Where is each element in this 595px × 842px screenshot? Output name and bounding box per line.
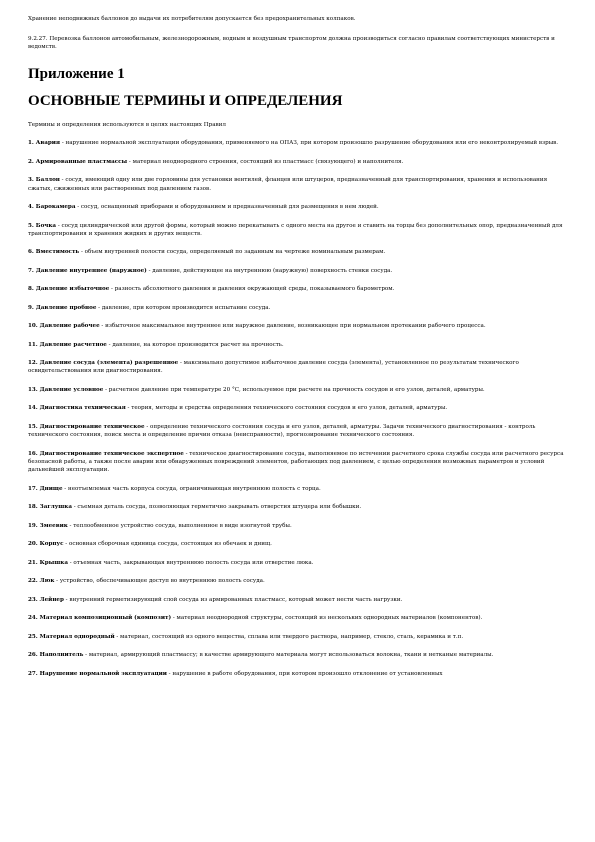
lead-paragraph: Термины и определения используются в целях настоящих Правил [28, 121, 226, 128]
term-name: 23. Лейнер [28, 596, 64, 603]
term-name: 11. Давление расчетное [28, 341, 107, 348]
term-text: - нарушение нормальной эксплуатации оборудования, применяемого на ОПАЗ, при котором произошло разрушение оборудования или его неконтролируемый взрыв. [60, 140, 559, 147]
term-name: 17. Днище [28, 485, 63, 492]
term-definition [28, 633, 568, 641]
term-definition [28, 404, 568, 412]
term-name: 10. Давление рабочее [28, 323, 100, 330]
term-text: - отъемная часть, закрывающая внутреннюю полость сосуда или отверстие люка. [67, 559, 314, 566]
term-definition [28, 222, 568, 238]
term-text: - сосуд цилиндрической или другой формы, который можно перекатывать с одного места на другое и ставить на торцы без дополнительных опор, предназначенный для транспортирования и хранения жидких и других веществ. [28, 222, 563, 237]
term-name: 4. Барокамера [28, 204, 76, 211]
term-name: 24. Материал композиционный (композит) [28, 615, 172, 622]
term-text: - давление, при котором производится испытание сосуда. [96, 304, 271, 311]
term-text: - основная сборочная единица сосуда, состоящая из обечаек и днищ. [63, 541, 272, 548]
term-name: 19. Змеевик [28, 522, 68, 529]
term-name: 3. Баллон [28, 177, 60, 184]
term-name: 27. Нарушение нормальной эксплуатации [28, 670, 167, 677]
term-definition [28, 158, 568, 166]
terms-list [28, 139, 568, 677]
term-name: 25. Материал однородный [28, 633, 115, 640]
term-name: 16. Диагностирование техническое экспертное [28, 450, 184, 457]
term-text: - объем внутренней полости сосуда, определяемый по заданным на чертеже номинальным размерам. [79, 249, 386, 256]
term-text: - максимально допустимое избыточное давление сосуда (элемента), установленное по результатам технического освидетельствования или диагностирования. [28, 360, 519, 375]
term-definition [28, 322, 568, 330]
term-definition [28, 248, 568, 256]
term-text: - давление, на которое производится расчет на прочность. [106, 341, 284, 348]
term-text: - сосуд, оснащенный приборами и оборудованием и предназначенный для размещения в нем людей. [75, 204, 379, 211]
term-definition [28, 670, 568, 678]
term-definition [28, 423, 568, 439]
term-text: - материал неоднородной структуры, состоящий из нескольких однородных материалов (компонентов). [171, 615, 483, 622]
term-definition [28, 267, 568, 275]
term-definition [28, 450, 568, 475]
term-definition [28, 176, 568, 192]
term-definition [28, 341, 568, 349]
term-definition [28, 596, 568, 604]
term-text: - разность абсолютного давления и давления окружающей среды, показываемого барометром. [109, 286, 395, 293]
term-name: 9. Давление пробное [28, 304, 97, 311]
term-text: - внутренний герметизирующий слой сосуда из армированных пластмасс, который может нести часть нагрузки. [63, 596, 403, 603]
term-text: - избыточное максимальное внутреннее или наружное давление, возникающее при нормальном протекании рабочего процесса. [99, 323, 486, 330]
term-text: - материал, армирующий пластмассу; в качестве армирующего материала могут использоваться волокна, ткани и нетканые материалы. [83, 652, 494, 659]
term-definition [28, 304, 568, 312]
term-name: 2. Армированные пластмассы [28, 158, 128, 165]
term-definition [28, 285, 568, 293]
term-text: - определение технического состояния сосуда и его узлов, деталей, арматуры. Задачи технического диагностирования - контроль технического состояния, поиск места и определение причин отказа (неисправности), прогнозирование технического состояния. [28, 423, 536, 439]
term-text: - съемная деталь сосуда, позволяющая герметично закрывать отверстия штуцера или бобышки. [71, 504, 362, 511]
term-text: - теория, методы и средства определения технического состояния сосудов и его узлов, деталей, арматуры. [125, 405, 448, 412]
term-name: 20. Корпус [28, 541, 64, 548]
term-definition [28, 522, 568, 530]
intro-paragraph: 9.2.27. Перевозка баллонов автомобильным, железнодорожным, водным и воздушным транспортом должна производиться согласно правилам соответствующих министерств и ведомств. [28, 36, 555, 51]
term-definition [28, 386, 568, 394]
term-name: 13. Давление условное [28, 386, 104, 393]
term-name: 6. Вместимость [28, 249, 80, 256]
term-name: 21. Крышка [28, 559, 68, 566]
term-text: - нарушение в работе оборудования, при котором произошло отклонение от установленных [166, 670, 443, 677]
term-name: 26. Наполнитель [28, 652, 84, 659]
term-text: - расчетное давление при температуре 20 °С, используемое при расчете на прочность сосудов и его узлов, деталей, арматуры. [103, 386, 485, 393]
document-page [28, 15, 568, 688]
term-text: - устройство, обеспечивающее доступ во внутреннюю полость сосуда. [54, 578, 265, 585]
term-definition [28, 577, 568, 585]
term-text: - техническое диагностирование сосуда, выполняемое по истечении расчетного срока службы сосуда или расчетного ресурса безопасной работы, а также после аварии или обнаруженных повреждений элементов, работающих под давлением, с целью определения возможных параметров и условий дальнейшей эксплуатации. [28, 450, 564, 474]
term-definition [28, 540, 568, 548]
term-definition [28, 485, 568, 493]
term-definition [28, 559, 568, 567]
term-name: 14. Диагностика техническая [28, 405, 126, 412]
term-name: 7. Давление внутреннее (наружное) [28, 267, 147, 274]
term-name: 1. Авария [28, 140, 61, 147]
term-definition [28, 614, 568, 622]
term-definition [28, 359, 568, 375]
term-text: - материал неоднородного строения, состоящий из пластмасс (связующего) и наполнителя. [127, 158, 404, 165]
term-definition [28, 503, 568, 511]
intro-block [28, 15, 568, 52]
term-name: 15. Диагностирование техническое [28, 423, 145, 430]
term-definition [28, 139, 568, 147]
appendix-heading: Приложение 1 [28, 65, 125, 82]
term-name: 12. Давление сосуда (элемента) разрешенное [28, 360, 179, 367]
term-text: - теплообменное устройство сосуда, выполненное в виде изогнутой трубы. [67, 522, 292, 529]
term-definition [28, 651, 568, 659]
term-name: 22. Люк [28, 578, 55, 585]
term-name: 18. Заглушка [28, 504, 72, 511]
section-title: ОСНОВНЫЕ ТЕРМИНЫ И ОПРЕДЕЛЕНИЯ [28, 92, 343, 109]
term-text: - материал, состоящий из одного вещества, сплава или твердого раствора, например, стекло, сталь, керамика и т.п. [114, 633, 464, 640]
term-text: - неотъемлемая часть корпуса сосуда, ограничивающая внутреннюю полость с торца. [62, 485, 321, 492]
term-name: 8. Давление избыточное [28, 286, 110, 293]
term-name: 5. Бочка [28, 222, 57, 229]
term-text: - давление, действующее на внутреннюю (наружную) поверхность стенки сосуда. [146, 267, 393, 274]
term-text: - сосуд, имеющий одну или две горловины для установки вентилей, фланцев или штуцеров, предназначенный для транспортирования, хранения и использования сжатых, сжиженных или растворенных под давлением газов. [28, 177, 548, 192]
intro-paragraph: Хранение неподвижных баллонов до выдачи их потребителям допускается без предохранительных колпаков. [28, 16, 356, 22]
term-definition [28, 203, 568, 211]
